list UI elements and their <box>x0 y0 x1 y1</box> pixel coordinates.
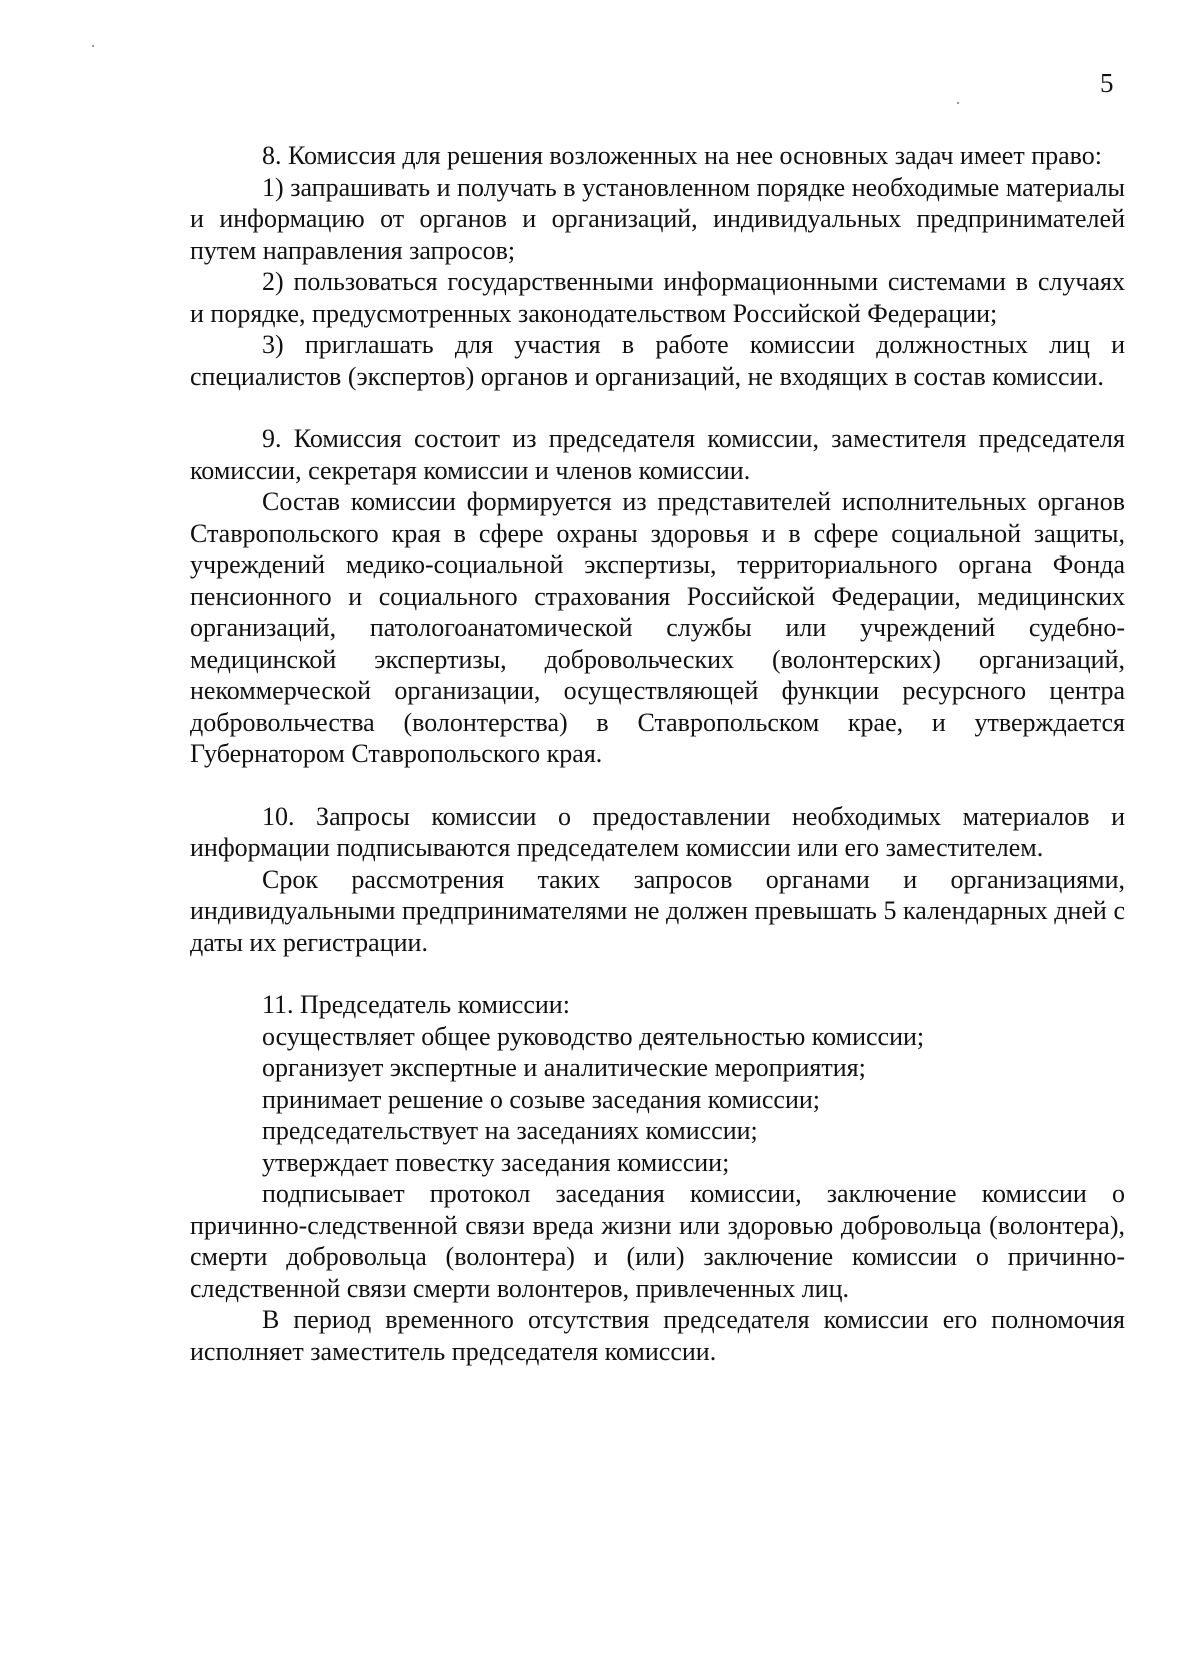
section-9 <box>190 423 1125 770</box>
duty-item: осуществляет общее руководство деятельностью комиссии; <box>262 1021 925 1051</box>
section-gap <box>190 958 1125 989</box>
list-item-8-2: 2) пользоваться государственными информационными системами в случаях и порядке, предусмотренных законодательством Российской Федерации; <box>190 267 1125 328</box>
duty-item: принимает решение о созыве заседания комиссии; <box>262 1084 821 1114</box>
list-item-8-3: 3) приглашать для участия в работе комиссии должностных лиц и специалистов (экспертов) органов и организаций, не входящих в состав комиссии. <box>190 330 1125 391</box>
paragraph-11-intro: 11. Председатель комиссии: <box>262 990 570 1019</box>
scan-speck <box>92 45 94 47</box>
document-body <box>190 140 1125 1367</box>
paragraph-9-formation: Состав комиссии формируется из представителей исполнительных органов Ставропольского края в сфере охраны здоровья и в сфере социальной защиты, учреждений медико-социальной экспертизы, территориального органа Фонда пенсионного и социального страхования Российской Федерации, медицинских организаций, патологоанатомической службы или учреждений судебно-медицинской экспертизы, добровольческих (волонтерских) организаций, некоммерческой организации, осуществляющей функции ресурсного центра добровольчества (волонтерства) в Ставропольском крае, и утверждается Губернатором Ставропольского края. <box>190 487 1125 768</box>
duty-item: подписывает протокол заседания комиссии, заключение комиссии о причинно-следственной связи вреда жизни или здоровью добровольца (волонтера), смерти добровольца (волонтера) и (или) заключение комиссии о причинно-следственной связи смерти волонтеров, привлеченных лиц. <box>190 1179 1125 1303</box>
section-10 <box>190 801 1125 959</box>
paragraph-11-deputy: В период временного отсутствия председателя комиссии его полномочия исполняет заместитель председателя комиссии. <box>190 1305 1125 1366</box>
section-gap <box>190 770 1125 801</box>
list-item-8-1: 1) запрашивать и получать в установленном порядке необходимые материалы и информацию от органов и организаций, индивидуальных предпринимателей путем направления запросов; <box>190 172 1125 265</box>
paragraph-9-composition: 9. Комиссия состоит из председателя комиссии, заместителя председателя комиссии, секретаря комиссии и членов комиссии. <box>190 424 1125 485</box>
duty-item: председательствует на заседаниях комиссии; <box>262 1116 758 1145</box>
duty-item: организует экспертные и аналитические мероприятия; <box>262 1053 866 1082</box>
section-gap <box>190 392 1125 423</box>
page-number: 5 <box>1100 68 1114 98</box>
scan-speck <box>957 102 959 104</box>
paragraph-10-requests: 10. Запросы комиссии о предоставлении необходимых материалов и информации подписываются председателем комиссии или его заместителем. <box>190 801 1125 862</box>
section-11 <box>190 989 1125 1367</box>
paragraph-10-deadline: Срок рассмотрения таких запросов органами и организациями, индивидуальными предпринимателями не должен превышать 5 календарных дней с даты их регистрации. <box>190 864 1125 957</box>
section-8 <box>190 140 1125 392</box>
paragraph-8-intro: 8. Комиссия для решения возложенных на нее основных задач имеет право: <box>262 141 1102 170</box>
duty-item: утверждает повестку заседания комиссии; <box>262 1147 730 1177</box>
